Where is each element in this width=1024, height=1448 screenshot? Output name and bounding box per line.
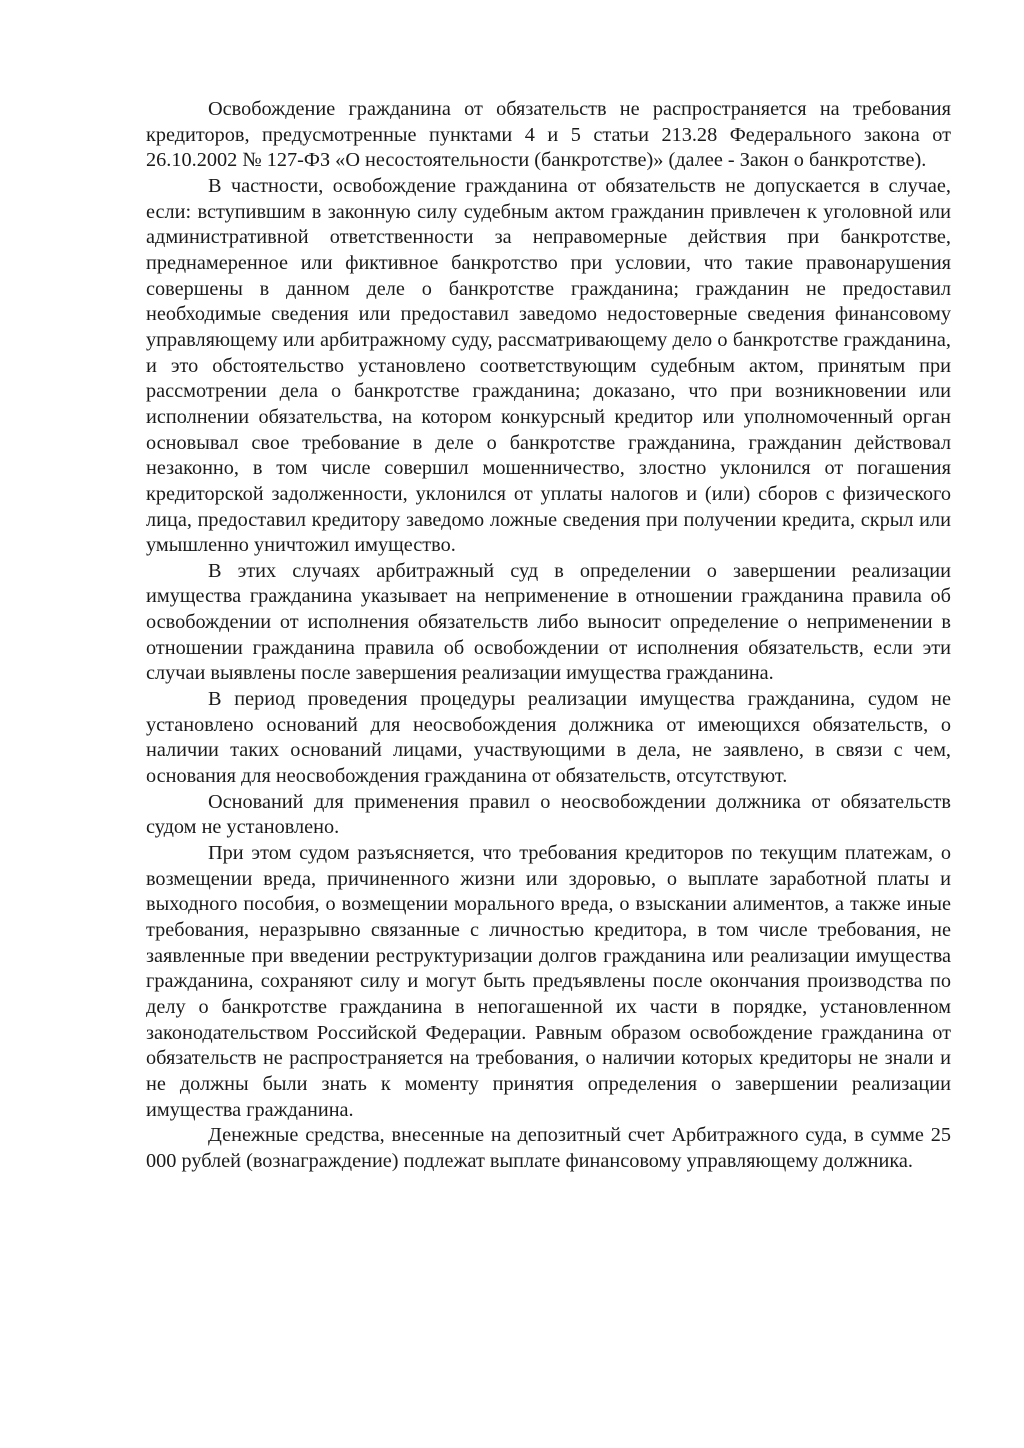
document-page	[146, 97, 951, 1175]
paragraph-surviving-claims: При этом судом разъясняется, что требования кредиторов по текущим платежам, о возмещении вреда, причиненного жизни или здоровью, о выплате заработной платы и выходного пособия, о возмещении морального вреда, о взыскании алиментов, а также иные требования, неразрывно связанные с личностью кредитора, в том числе требования, не заявленные при введении реструктуризации долгов гражданина или реализации имущества гражданина, сохраняют силу и могут быть предъявлены после окончания производства по делу о банкротстве гражданина в непогашенной их части в порядке, установленном законодательством Российской Федерации. Равным образом освобождение гражданина от обязательств не распространяется на требования, о наличии которых кредиторы не знали и не должны были знать к моменту принятия определения о завершении реализации имущества гражданина.	[146, 842, 951, 1121]
paragraph-no-grounds-established: В период проведения процедуры реализации имущества гражданина, судом не установлено оснований для неосвобождения должника от имеющихся обязательств, о наличии таких оснований лицами, участвующими в дела, не заявлено, в связи с чем, основания для неосвобождения гражданина от обязательств, отсутствуют.	[146, 688, 951, 788]
paragraph-creditor-claims-exemption: Освобождение гражданина от обязательств не распространяется на требования кредиторов, предусмотренные пунктами 4 и 5 статьи 213.28 Федерального закона от 26.10.2002 № 127-ФЗ «О несостоятельности (банкротстве)» (далее - Закон о банкротстве).	[146, 98, 951, 172]
paragraph-rules-not-applied: Оснований для применения правил о неосвобождении должника от обязательств судом не установлено.	[146, 790, 951, 839]
paragraph-deposit-payment: Денежные средства, внесенные на депозитный счет Арбитражного суда, в сумме 25 000 рублей (вознаграждение) подлежат выплате финансовому управляющему должника.	[146, 1124, 951, 1172]
paragraph-court-non-application: В этих случаях арбитражный суд в определении о завершении реализации имущества гражданина указывает на неприменение в отношении гражданина правила об освобождении от исполнения обязательств либо выносит определение о неприменении в отношении гражданина правила об освобождении от исполнения обязательств, если эти случаи выявлены после завершения реализации имущества гражданина.	[146, 559, 951, 685]
paragraph-exemption-not-allowed: В частности, освобождение гражданина от обязательств не допускается в случае, если: вступившим в законную силу судебным актом гражданин привлечен к уголовной или административной ответственности за неправомерные действия при банкротстве, преднамеренное или фиктивное банкротство при условии, что такие правонарушения совершены в данном деле о банкротстве гражданина; гражданин не предоставил необходимые сведения или предоставил заведомо недостоверные сведения финансовому управляющему или арбитражному суду, рассматривающему дело о банкротстве гражданина, и это обстоятельство установлено соответствующим судебным актом, принятым при рассмотрении дела о банкротстве гражданина; доказано, что при возникновении или исполнении обязательства, на котором конкурсный кредитор или уполномоченный орган основывал свое требование в деле о банкротстве гражданина, гражданин действовал незаконно, в том числе совершил мошенничество, злостно уклонился от погашения кредиторской задолженности, уклонился от уплаты налогов и (или) сборов с физического лица, предоставил кредитору заведомо ложные сведения при получении кредита, скрыл или умышленно уничтожил имущество.	[146, 174, 951, 557]
